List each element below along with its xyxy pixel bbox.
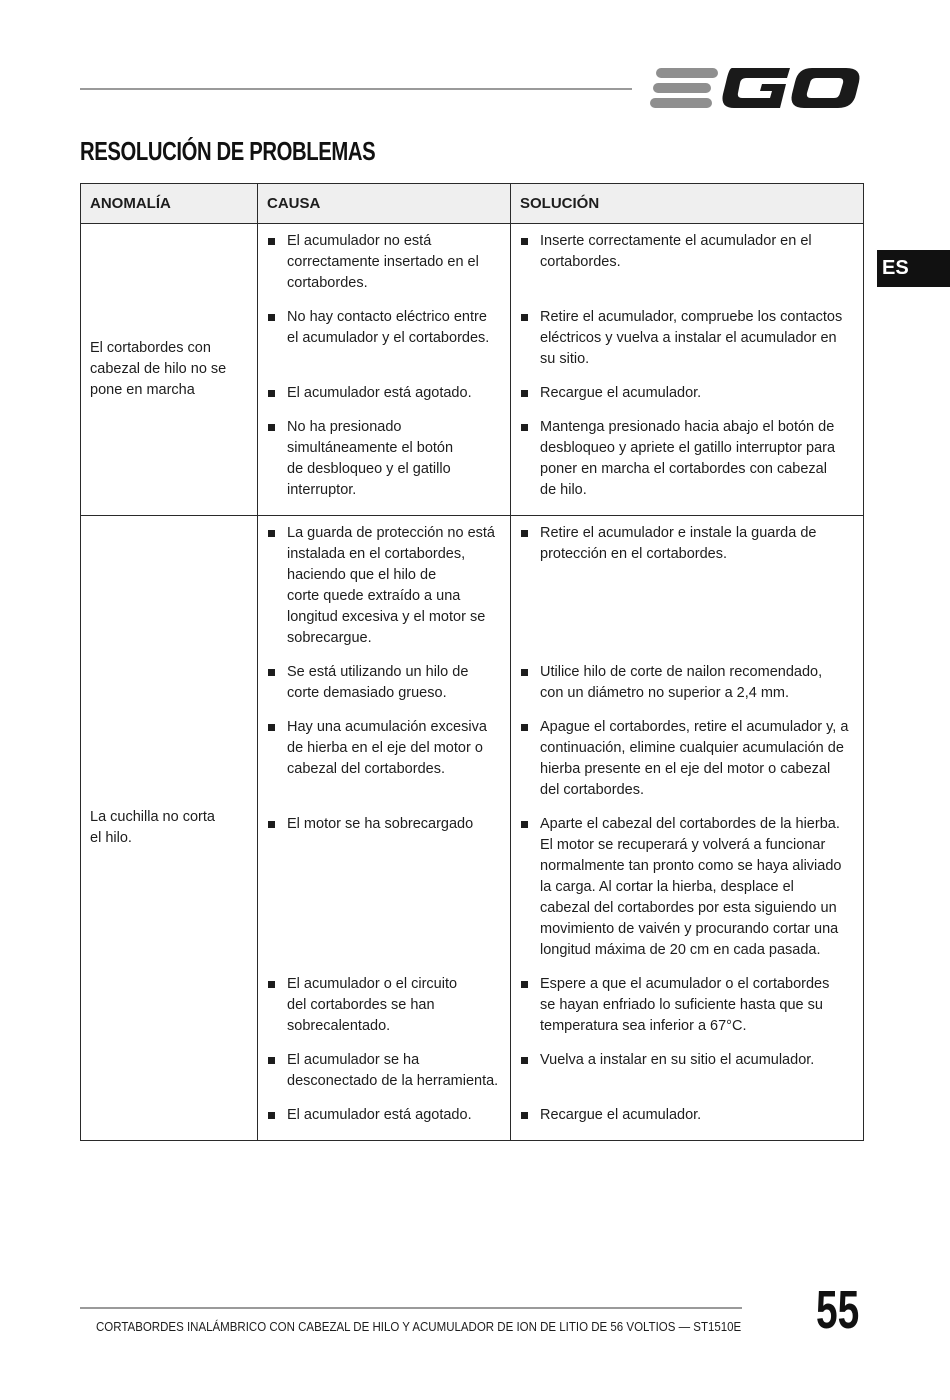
cause-item: [268, 662, 502, 704]
footer-rule: [80, 1307, 742, 1309]
solution-item: [521, 717, 855, 801]
cause-text: No hay contacto eléctrico entre el acumulador y el cortabordes.: [287, 309, 490, 346]
cause-item: [268, 814, 502, 961]
bullet-square-icon: [521, 1057, 528, 1064]
troubleshooting-table: [80, 183, 864, 1141]
anomaly-text: El cortabordes con cabezal de hilo no se pone en marcha: [90, 340, 227, 398]
header-rule: [80, 88, 632, 90]
bullet-square-icon: [268, 821, 275, 828]
solution-item: [521, 1050, 855, 1092]
footer-text: CORTABORDES INALÁMBRICO CON CABEZAL DE HILO Y ACUMULADOR DE ION DE LITIO DE 56 VOLTIOS — ST1510E: [96, 1320, 742, 1334]
solution-text: Utilice hilo de corte de nailon recomendado, con un diámetro no superior a 2,4 mm.: [540, 664, 823, 701]
bullet-square-icon: [268, 724, 275, 731]
cause-text: El motor se ha sobrecargado: [287, 816, 474, 832]
anomaly-text: La cuchilla no corta el hilo.: [90, 809, 215, 846]
bullet-square-icon: [268, 390, 275, 397]
language-tab: ES: [877, 250, 950, 287]
cause-text: Se está utilizando un hilo de corte demasiado grueso.: [287, 664, 469, 701]
bullet-square-icon: [521, 424, 528, 431]
solution-item: [521, 814, 855, 961]
ego-logo: [650, 64, 862, 112]
cause-cell: [258, 516, 511, 1141]
cause-cell: [258, 224, 511, 516]
bullet-square-icon: [521, 238, 528, 245]
cause-item: [268, 231, 502, 294]
cause-item: [268, 1105, 502, 1126]
bullet-square-icon: [521, 1112, 528, 1119]
bullet-square-icon: [268, 238, 275, 245]
cause-text: El acumulador está agotado.: [287, 385, 472, 401]
solution-cell: [511, 224, 864, 516]
solution-item: [521, 974, 855, 1037]
anomaly-cell: [81, 224, 258, 516]
solution-text: Retire el acumulador e instale la guarda de protección en el cortabordes.: [540, 525, 817, 562]
cause-text: El acumulador o el circuito del cortabordes se han sobrecalentado.: [287, 976, 458, 1034]
bullet-square-icon: [521, 530, 528, 537]
solution-text: Retire el acumulador, compruebe los contactos eléctricos y vuelva a instalar el acumulador en su sitio.: [540, 309, 843, 367]
bullet-square-icon: [521, 390, 528, 397]
cause-text: Hay una acumulación excesiva de hierba en el eje del motor o cabezal del cortabordes.: [287, 719, 487, 777]
solution-cell: [511, 516, 864, 1141]
page-title: RESOLUCIÓN DE PROBLEMAS: [80, 136, 376, 166]
anomaly-cell: [81, 516, 258, 1141]
bullet-square-icon: [521, 314, 528, 321]
bullet-square-icon: [268, 1112, 275, 1119]
cause-item: [268, 1050, 502, 1092]
cause-item: [268, 417, 502, 501]
bullet-square-icon: [268, 981, 275, 988]
solution-text: Recargue el acumulador.: [540, 385, 702, 401]
cause-text: El acumulador se ha desconectado de la herramienta.: [287, 1052, 499, 1089]
cause-text: El acumulador no está correctamente insertado en el cortabordes.: [287, 233, 479, 291]
bullet-square-icon: [268, 530, 275, 537]
solution-text: Apague el cortabordes, retire el acumulador y, a continuación, elimine cualquier acumulación de hierba presente en el eje del motor o cabezal del cortabordes.: [540, 719, 849, 798]
solution-item: [521, 523, 855, 649]
table-row: [81, 516, 864, 1141]
solution-item: [521, 1105, 855, 1126]
column-header-cause: CAUSA: [258, 184, 511, 224]
solution-text: Mantenga presionado hacia abajo el botón de desbloqueo y apriete el gatillo interruptor para poner en marcha el cortabordes con cabezal de hilo.: [540, 419, 836, 498]
bullet-square-icon: [268, 1057, 275, 1064]
bullet-square-icon: [268, 669, 275, 676]
bullet-square-icon: [268, 314, 275, 321]
cause-item: [268, 717, 502, 801]
solution-text: Inserte correctamente el acumulador en el cortabordes.: [540, 233, 812, 270]
bullet-square-icon: [521, 981, 528, 988]
bullet-square-icon: [521, 724, 528, 731]
cause-text: No ha presionado simultáneamente el botón de desbloqueo y el gatillo interruptor.: [287, 419, 454, 498]
solution-item: [521, 307, 855, 370]
column-header-solution: SOLUCIÓN: [511, 184, 864, 224]
cause-text: La guarda de protección no está instalada en el cortabordes, haciendo que el hilo de corte quede extraído a una longitud excesiva y el motor se sobrecargue.: [287, 525, 495, 646]
cause-text: El acumulador está agotado.: [287, 1107, 472, 1123]
solution-text: Recargue el acumulador.: [540, 1107, 702, 1123]
solution-text: Aparte el cabezal del cortabordes de la hierba. El motor se recuperará y volverá a funcionar normalmente tan pronto como se haya aliviado la carga. Al cortar la hierba, desplace el cabezal del cortabordes por esta siguiendo un movimiento de vaivén y procurando cortar una longitud máxima de 20 cm en cada pasada.: [540, 816, 842, 958]
cause-item: [268, 307, 502, 370]
table-header-row: [81, 184, 864, 224]
cause-item: [268, 523, 502, 649]
solution-text: Espere a que el acumulador o el cortabordes se hayan enfriado lo suficiente hasta que su temperatura sea inferior a 67°C.: [540, 976, 830, 1034]
page-number: 55: [816, 1280, 860, 1340]
solution-item: [521, 662, 855, 704]
solution-item: [521, 383, 855, 404]
bullet-square-icon: [268, 424, 275, 431]
bullet-square-icon: [521, 821, 528, 828]
solution-text: Vuelva a instalar en su sitio el acumulador.: [540, 1052, 815, 1068]
solution-item: [521, 231, 855, 294]
table-row: [81, 224, 864, 516]
solution-item: [521, 417, 855, 501]
column-header-anomaly: ANOMALÍA: [81, 184, 258, 224]
bullet-square-icon: [521, 669, 528, 676]
cause-item: [268, 383, 502, 404]
cause-item: [268, 974, 502, 1037]
